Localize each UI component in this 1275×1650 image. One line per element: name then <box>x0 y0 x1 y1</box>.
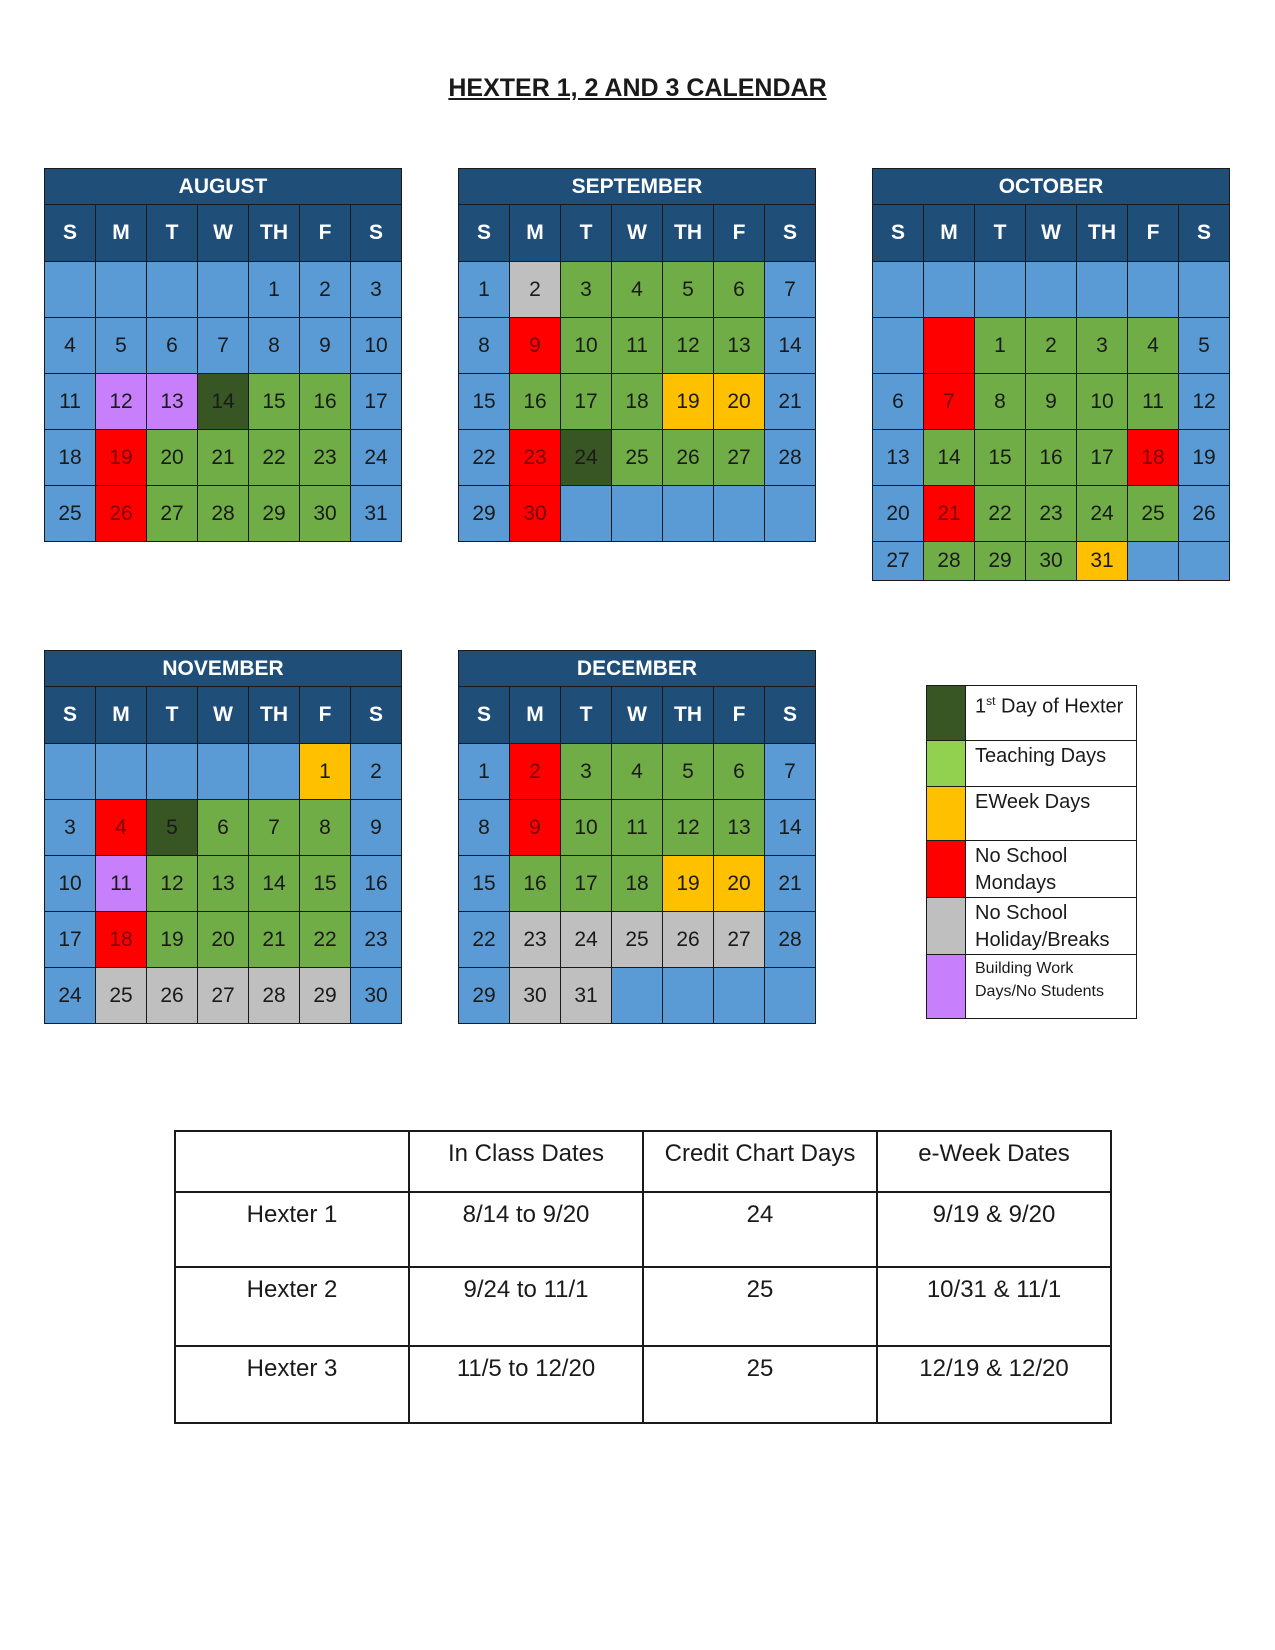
weekday-header: W <box>198 205 249 262</box>
day-cell: 3 <box>351 262 402 318</box>
day-cell: 21 <box>924 486 975 542</box>
summary-header-cell <box>175 1131 409 1192</box>
day-cell <box>1026 262 1077 318</box>
day-cell: 15 <box>459 374 510 430</box>
week-row <box>45 800 402 856</box>
day-cell: 25 <box>45 486 96 542</box>
calendar-september <box>458 168 816 542</box>
summary-header-cell: e-Week Dates <box>877 1131 1111 1192</box>
day-cell: 22 <box>459 430 510 486</box>
day-cell: 25 <box>96 968 147 1024</box>
day-cell: 26 <box>96 486 147 542</box>
weekday-header: F <box>714 205 765 262</box>
legend-swatch-teaching <box>927 741 966 787</box>
day-cell: 22 <box>975 486 1026 542</box>
summary-cell: 10/31 & 11/1 <box>877 1267 1111 1346</box>
day-cell: 15 <box>249 374 300 430</box>
day-cell: 30 <box>1026 542 1077 581</box>
day-cell: 4 <box>1128 318 1179 374</box>
day-cell: 13 <box>198 856 249 912</box>
week-row <box>45 262 402 318</box>
day-cell <box>561 486 612 542</box>
weekday-header: T <box>561 205 612 262</box>
day-cell: 17 <box>45 912 96 968</box>
day-cell <box>714 968 765 1024</box>
weekday-header: W <box>612 687 663 744</box>
day-cell <box>147 262 198 318</box>
week-row <box>459 912 816 968</box>
day-cell: 1 <box>975 318 1026 374</box>
day-cell: 21 <box>765 856 816 912</box>
day-cell: 2 <box>510 262 561 318</box>
day-cell: 7 <box>924 374 975 430</box>
week-row <box>45 856 402 912</box>
day-cell: 10 <box>45 856 96 912</box>
day-cell: 27 <box>198 968 249 1024</box>
day-cell: 11 <box>612 800 663 856</box>
day-cell <box>975 262 1026 318</box>
day-cell: 15 <box>975 430 1026 486</box>
day-cell: 11 <box>45 374 96 430</box>
calendar-december <box>458 650 816 1024</box>
day-cell: 21 <box>249 912 300 968</box>
day-cell: 23 <box>351 912 402 968</box>
legend-swatch-eweek <box>927 787 966 841</box>
day-cell: 6 <box>147 318 198 374</box>
legend <box>926 685 1137 1019</box>
day-cell <box>924 318 975 374</box>
day-cell: 8 <box>975 374 1026 430</box>
day-cell: 24 <box>45 968 96 1024</box>
weekday-header: M <box>510 205 561 262</box>
weekday-header: M <box>96 205 147 262</box>
day-cell: 19 <box>663 374 714 430</box>
day-cell: 9 <box>1026 374 1077 430</box>
weekday-header: M <box>924 205 975 262</box>
day-cell: 27 <box>873 542 924 581</box>
day-cell <box>873 318 924 374</box>
calendar-november <box>44 650 402 1024</box>
day-cell: 28 <box>924 542 975 581</box>
day-cell: 6 <box>714 262 765 318</box>
day-cell: 6 <box>714 744 765 800</box>
weekday-header: M <box>96 687 147 744</box>
summary-cell: 24 <box>643 1192 877 1267</box>
week-row <box>45 968 402 1024</box>
day-cell: 8 <box>249 318 300 374</box>
day-cell: 10 <box>1077 374 1128 430</box>
day-cell: 22 <box>249 430 300 486</box>
day-cell: 25 <box>1128 486 1179 542</box>
day-cell: 20 <box>873 486 924 542</box>
day-cell <box>873 262 924 318</box>
day-cell: 14 <box>249 856 300 912</box>
day-cell: 23 <box>510 430 561 486</box>
weekday-header: TH <box>663 205 714 262</box>
week-row <box>873 374 1230 430</box>
summary-row <box>175 1267 1111 1346</box>
day-cell: 20 <box>198 912 249 968</box>
day-cell: 26 <box>147 968 198 1024</box>
week-row <box>45 430 402 486</box>
day-cell: 18 <box>612 856 663 912</box>
week-row <box>873 262 1230 318</box>
day-cell: 28 <box>249 968 300 1024</box>
day-cell: 13 <box>714 800 765 856</box>
day-cell: 3 <box>45 800 96 856</box>
day-cell: 27 <box>147 486 198 542</box>
week-row <box>459 262 816 318</box>
day-cell: 29 <box>459 968 510 1024</box>
day-cell: 12 <box>663 800 714 856</box>
week-row <box>459 744 816 800</box>
summary-header-row <box>175 1131 1111 1192</box>
weekday-header: F <box>1128 205 1179 262</box>
weekday-header: S <box>873 205 924 262</box>
day-cell: 30 <box>510 968 561 1024</box>
weekday-header: S <box>459 205 510 262</box>
day-cell: 29 <box>459 486 510 542</box>
day-cell: 30 <box>300 486 351 542</box>
day-cell: 3 <box>561 744 612 800</box>
week-row <box>459 856 816 912</box>
day-cell: 2 <box>1026 318 1077 374</box>
day-cell: 27 <box>714 430 765 486</box>
day-cell: 25 <box>612 912 663 968</box>
weekday-header: T <box>147 687 198 744</box>
day-cell: 26 <box>663 912 714 968</box>
legend-swatch-holiday <box>927 898 966 955</box>
day-cell: 13 <box>873 430 924 486</box>
day-cell: 15 <box>300 856 351 912</box>
day-cell: 12 <box>663 318 714 374</box>
day-cell: 21 <box>198 430 249 486</box>
day-cell: 10 <box>351 318 402 374</box>
week-row <box>45 486 402 542</box>
day-cell: 30 <box>351 968 402 1024</box>
summary-cell: 12/19 & 12/20 <box>877 1346 1111 1423</box>
day-cell: 6 <box>198 800 249 856</box>
day-cell: 16 <box>510 856 561 912</box>
day-cell: 29 <box>300 968 351 1024</box>
day-cell <box>663 968 714 1024</box>
day-cell <box>612 486 663 542</box>
day-cell: 21 <box>765 374 816 430</box>
day-cell: 5 <box>147 800 198 856</box>
summary-header-cell: Credit Chart Days <box>643 1131 877 1192</box>
day-cell: 4 <box>612 744 663 800</box>
day-cell: 10 <box>561 800 612 856</box>
calendar-october <box>872 168 1230 581</box>
weekday-header: TH <box>1077 205 1128 262</box>
hexter-summary-table <box>174 1130 1112 1424</box>
summary-cell: Hexter 1 <box>175 1192 409 1267</box>
day-cell: 13 <box>714 318 765 374</box>
day-cell: 23 <box>300 430 351 486</box>
day-cell: 9 <box>510 318 561 374</box>
day-cell: 16 <box>351 856 402 912</box>
summary-row <box>175 1346 1111 1423</box>
weekday-header: F <box>714 687 765 744</box>
legend-swatch-no-school-monday <box>927 841 966 898</box>
day-cell <box>714 486 765 542</box>
day-cell: 16 <box>1026 430 1077 486</box>
day-cell: 13 <box>147 374 198 430</box>
day-cell: 20 <box>714 856 765 912</box>
month-title: NOVEMBER <box>45 651 402 687</box>
day-cell <box>96 262 147 318</box>
day-cell: 11 <box>612 318 663 374</box>
day-cell: 19 <box>663 856 714 912</box>
day-cell: 31 <box>351 486 402 542</box>
week-row <box>873 486 1230 542</box>
legend-label-building-work: Building Work Days/No Students <box>966 955 1137 1019</box>
day-cell: 14 <box>198 374 249 430</box>
summary-cell: 8/14 to 9/20 <box>409 1192 643 1267</box>
page-title: HEXTER 1, 2 AND 3 CALENDAR <box>448 74 827 102</box>
weekday-header: T <box>147 205 198 262</box>
week-row <box>45 374 402 430</box>
day-cell <box>96 744 147 800</box>
week-row <box>459 374 816 430</box>
day-cell <box>765 486 816 542</box>
weekday-header: F <box>300 205 351 262</box>
day-cell: 5 <box>663 744 714 800</box>
weekday-header: TH <box>249 687 300 744</box>
day-cell: 20 <box>714 374 765 430</box>
day-cell: 19 <box>1179 430 1230 486</box>
day-cell: 28 <box>198 486 249 542</box>
day-cell: 4 <box>612 262 663 318</box>
weekday-header: T <box>975 205 1026 262</box>
legend-label-first-day: 1st Day of Hexter <box>966 686 1137 741</box>
day-cell <box>765 968 816 1024</box>
day-cell: 18 <box>1128 430 1179 486</box>
day-cell: 7 <box>765 744 816 800</box>
day-cell: 11 <box>96 856 147 912</box>
summary-cell: 25 <box>643 1346 877 1423</box>
summary-cell: 9/19 & 9/20 <box>877 1192 1111 1267</box>
weekday-header: S <box>45 687 96 744</box>
week-row <box>45 912 402 968</box>
week-row <box>459 968 816 1024</box>
summary-cell: Hexter 2 <box>175 1267 409 1346</box>
week-row <box>873 318 1230 374</box>
day-cell: 10 <box>561 318 612 374</box>
legend-swatch-first-day <box>927 686 966 741</box>
summary-row <box>175 1192 1111 1267</box>
month-title: DECEMBER <box>459 651 816 687</box>
summary-cell: 9/24 to 11/1 <box>409 1267 643 1346</box>
calendar-august <box>44 168 402 542</box>
summary-cell: Hexter 3 <box>175 1346 409 1423</box>
weekday-header: TH <box>663 687 714 744</box>
day-cell: 9 <box>300 318 351 374</box>
day-cell: 24 <box>561 430 612 486</box>
day-cell: 5 <box>663 262 714 318</box>
day-cell: 19 <box>96 430 147 486</box>
day-cell: 29 <box>975 542 1026 581</box>
day-cell: 2 <box>300 262 351 318</box>
day-cell: 29 <box>249 486 300 542</box>
week-row <box>45 318 402 374</box>
day-cell: 28 <box>765 430 816 486</box>
day-cell: 26 <box>663 430 714 486</box>
day-cell: 19 <box>147 912 198 968</box>
day-cell: 17 <box>351 374 402 430</box>
weekday-header: S <box>45 205 96 262</box>
week-row <box>45 744 402 800</box>
day-cell: 23 <box>510 912 561 968</box>
day-cell: 5 <box>96 318 147 374</box>
day-cell: 26 <box>1179 486 1230 542</box>
day-cell: 14 <box>765 318 816 374</box>
day-cell: 22 <box>459 912 510 968</box>
day-cell: 23 <box>1026 486 1077 542</box>
day-cell: 18 <box>45 430 96 486</box>
day-cell: 24 <box>351 430 402 486</box>
day-cell: 17 <box>1077 430 1128 486</box>
day-cell: 17 <box>561 374 612 430</box>
month-title: AUGUST <box>45 169 402 205</box>
day-cell <box>1179 542 1230 581</box>
week-row <box>873 542 1230 581</box>
day-cell: 4 <box>45 318 96 374</box>
day-cell: 16 <box>510 374 561 430</box>
day-cell: 2 <box>351 744 402 800</box>
day-cell <box>147 744 198 800</box>
day-cell <box>924 262 975 318</box>
day-cell: 3 <box>1077 318 1128 374</box>
week-row <box>459 430 816 486</box>
day-cell: 24 <box>561 912 612 968</box>
day-cell: 4 <box>96 800 147 856</box>
month-title: OCTOBER <box>873 169 1230 205</box>
week-row <box>459 800 816 856</box>
day-cell <box>1077 262 1128 318</box>
summary-header-cell: In Class Dates <box>409 1131 643 1192</box>
day-cell <box>1128 542 1179 581</box>
day-cell <box>198 262 249 318</box>
day-cell: 25 <box>612 430 663 486</box>
day-cell: 12 <box>147 856 198 912</box>
day-cell: 6 <box>873 374 924 430</box>
day-cell <box>1179 262 1230 318</box>
day-cell: 7 <box>198 318 249 374</box>
month-title: SEPTEMBER <box>459 169 816 205</box>
weekday-header: T <box>561 687 612 744</box>
day-cell: 3 <box>561 262 612 318</box>
day-cell: 8 <box>459 800 510 856</box>
day-cell: 1 <box>459 744 510 800</box>
legend-label-holiday: No School Holiday/Breaks <box>966 898 1137 955</box>
weekday-header: W <box>198 687 249 744</box>
day-cell: 11 <box>1128 374 1179 430</box>
weekday-header: S <box>351 205 402 262</box>
weekday-header: W <box>612 205 663 262</box>
weekday-header: W <box>1026 205 1077 262</box>
day-cell: 14 <box>924 430 975 486</box>
legend-label-teaching: Teaching Days <box>966 741 1137 787</box>
weekday-header: S <box>765 205 816 262</box>
day-cell: 22 <box>300 912 351 968</box>
day-cell <box>45 262 96 318</box>
day-cell: 14 <box>765 800 816 856</box>
day-cell: 16 <box>300 374 351 430</box>
day-cell: 8 <box>300 800 351 856</box>
day-cell: 7 <box>249 800 300 856</box>
weekday-header: M <box>510 687 561 744</box>
day-cell: 1 <box>459 262 510 318</box>
day-cell: 9 <box>351 800 402 856</box>
weekday-header: F <box>300 687 351 744</box>
day-cell <box>1128 262 1179 318</box>
day-cell <box>198 744 249 800</box>
weekday-header: S <box>1179 205 1230 262</box>
day-cell <box>612 968 663 1024</box>
day-cell: 27 <box>714 912 765 968</box>
day-cell <box>249 744 300 800</box>
day-cell: 9 <box>510 800 561 856</box>
week-row <box>459 486 816 542</box>
legend-label-eweek: EWeek Days <box>966 787 1137 841</box>
week-row <box>873 430 1230 486</box>
summary-cell: 11/5 to 12/20 <box>409 1346 643 1423</box>
day-cell: 24 <box>1077 486 1128 542</box>
day-cell: 8 <box>459 318 510 374</box>
day-cell: 7 <box>765 262 816 318</box>
legend-label-no-school-monday: No School Mondays <box>966 841 1137 898</box>
day-cell: 5 <box>1179 318 1230 374</box>
day-cell: 30 <box>510 486 561 542</box>
day-cell: 2 <box>510 744 561 800</box>
day-cell: 20 <box>147 430 198 486</box>
weekday-header: S <box>459 687 510 744</box>
week-row <box>459 318 816 374</box>
day-cell: 31 <box>561 968 612 1024</box>
day-cell: 1 <box>300 744 351 800</box>
day-cell: 18 <box>96 912 147 968</box>
day-cell: 12 <box>96 374 147 430</box>
day-cell: 12 <box>1179 374 1230 430</box>
day-cell: 15 <box>459 856 510 912</box>
day-cell: 28 <box>765 912 816 968</box>
summary-cell: 25 <box>643 1267 877 1346</box>
day-cell <box>663 486 714 542</box>
day-cell: 1 <box>249 262 300 318</box>
day-cell: 31 <box>1077 542 1128 581</box>
weekday-header: TH <box>249 205 300 262</box>
day-cell <box>45 744 96 800</box>
weekday-header: S <box>351 687 402 744</box>
weekday-header: S <box>765 687 816 744</box>
day-cell: 18 <box>612 374 663 430</box>
day-cell: 17 <box>561 856 612 912</box>
legend-swatch-building-work <box>927 955 966 1019</box>
